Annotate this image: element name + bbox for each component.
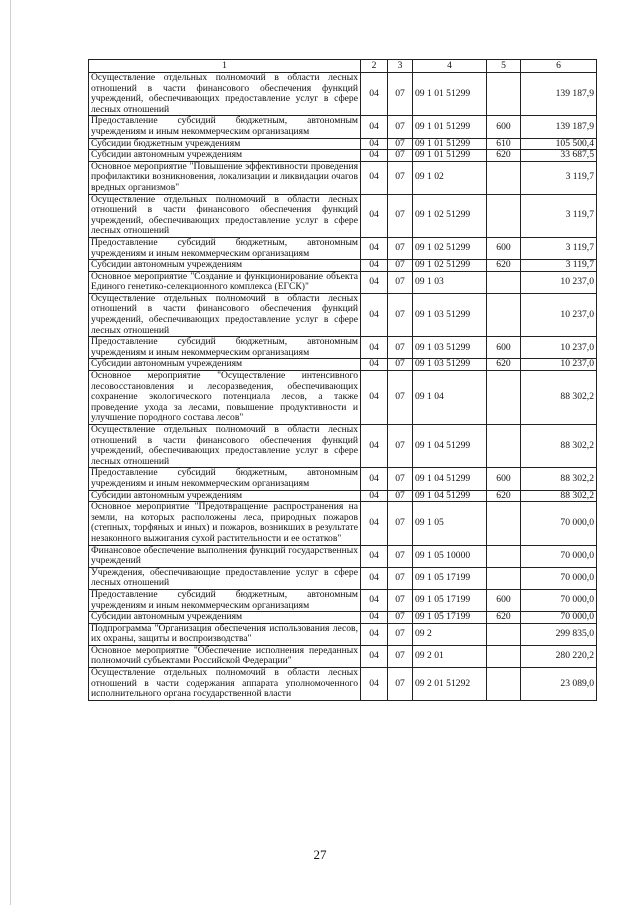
table-row [89, 138, 597, 150]
table-row [89, 260, 597, 272]
row-expense-type [487, 371, 521, 425]
row-amount: 88 302,2 [521, 468, 597, 490]
row-target-article: 09 1 01 51299 [413, 150, 487, 162]
row-amount: 23 089,0 [521, 668, 597, 701]
row-section: 04 [361, 260, 388, 272]
row-section: 04 [361, 502, 388, 545]
table-row [89, 161, 597, 194]
row-section: 04 [361, 490, 388, 502]
row-subsection: 07 [388, 371, 413, 425]
row-description: Осуществление отдельных полномочий в области лесных отношений в части финансового обеспечения функций учреждений, обеспечивающих предоставление услуг в сфере лесных отношений [89, 425, 361, 468]
row-section: 04 [361, 293, 388, 336]
row-expense-type [487, 668, 521, 701]
row-subsection: 07 [388, 545, 413, 567]
column-header-5: 5 [487, 60, 521, 73]
row-description: Основное мероприятие "Создание и функционирование объекта Единого генетико-селекционного комплекса (ЕГСК)" [89, 271, 361, 293]
row-description: Субсидии бюджетным учреждениям [89, 138, 361, 150]
row-amount: 33 687,5 [521, 150, 597, 162]
column-header-2: 2 [361, 60, 388, 73]
row-section: 04 [361, 668, 388, 701]
table-row [89, 116, 597, 138]
row-target-article: 09 1 02 [413, 161, 487, 194]
row-expense-type [487, 645, 521, 667]
table-row [89, 468, 597, 490]
row-expense-type: 600 [487, 237, 521, 259]
scan-edge-line [10, 0, 11, 905]
row-target-article: 09 1 01 51299 [413, 138, 487, 150]
row-description: Предоставление субсидий бюджетным, автономным учреждениям и иным некоммерческим организациям [89, 116, 361, 138]
row-subsection: 07 [388, 337, 413, 359]
row-description: Предоставление субсидий бюджетным, автономным учреждениям и иным некоммерческим организациям [89, 337, 361, 359]
row-target-article: 09 2 [413, 623, 487, 645]
row-subsection: 07 [388, 668, 413, 701]
row-subsection: 07 [388, 645, 413, 667]
row-description: Основное мероприятие "Повышение эффективности проведения профилактики возникновения, локализации и ликвидации очагов вредных организмов" [89, 161, 361, 194]
row-target-article: 09 1 01 51299 [413, 116, 487, 138]
row-amount: 70 000,0 [521, 502, 597, 545]
row-expense-type: 620 [487, 490, 521, 502]
table-header-row [89, 60, 597, 73]
row-amount: 3 119,7 [521, 260, 597, 272]
row-section: 04 [361, 589, 388, 611]
row-description: Предоставление субсидий бюджетным, автономным учреждениям и иным некоммерческим организациям [89, 468, 361, 490]
column-header-1: 1 [89, 60, 361, 73]
row-target-article: 09 1 04 51299 [413, 425, 487, 468]
row-amount: 10 237,0 [521, 359, 597, 371]
table-row [89, 359, 597, 371]
row-target-article: 09 1 02 51299 [413, 237, 487, 259]
page-number: 27 [313, 847, 327, 862]
row-description: Предоставление субсидий бюджетным, автономным учреждениям и иным некоммерческим организациям [89, 589, 361, 611]
row-amount: 88 302,2 [521, 425, 597, 468]
row-section: 04 [361, 359, 388, 371]
row-description: Основное мероприятие "Обеспечение исполнения переданных полномочий субъектами Российской Федерации" [89, 645, 361, 667]
row-amount: 70 000,0 [521, 567, 597, 589]
column-header-3: 3 [388, 60, 413, 73]
row-section: 04 [361, 425, 388, 468]
row-amount: 299 835,0 [521, 623, 597, 645]
row-target-article: 09 1 03 51299 [413, 359, 487, 371]
row-subsection: 07 [388, 194, 413, 237]
row-amount: 10 237,0 [521, 271, 597, 293]
table-row [89, 150, 597, 162]
row-section: 04 [361, 161, 388, 194]
row-subsection: 07 [388, 138, 413, 150]
row-expense-type [487, 271, 521, 293]
row-expense-type: 620 [487, 260, 521, 272]
row-target-article: 09 1 03 51299 [413, 293, 487, 336]
table-row [89, 668, 597, 701]
row-subsection: 07 [388, 502, 413, 545]
row-section: 04 [361, 73, 388, 116]
table-row [89, 612, 597, 624]
row-amount: 3 119,7 [521, 237, 597, 259]
row-amount: 88 302,2 [521, 371, 597, 425]
row-amount: 105 500,4 [521, 138, 597, 150]
row-amount: 88 302,2 [521, 490, 597, 502]
table-row [89, 337, 597, 359]
row-subsection: 07 [388, 116, 413, 138]
row-description: Осуществление отдельных полномочий в области лесных отношений в части финансового обеспечения функций учреждений, обеспечивающих предоставление услуг в сфере лесных отношений [89, 73, 361, 116]
row-amount: 70 000,0 [521, 545, 597, 567]
table-row [89, 623, 597, 645]
row-amount: 3 119,7 [521, 194, 597, 237]
row-section: 04 [361, 468, 388, 490]
row-expense-type [487, 73, 521, 116]
row-section: 04 [361, 194, 388, 237]
row-target-article: 09 2 01 51292 [413, 668, 487, 701]
row-expense-type: 600 [487, 337, 521, 359]
row-subsection: 07 [388, 293, 413, 336]
table-row [89, 645, 597, 667]
row-target-article: 09 1 04 51299 [413, 468, 487, 490]
row-subsection: 07 [388, 468, 413, 490]
row-section: 04 [361, 545, 388, 567]
row-subsection: 07 [388, 73, 413, 116]
table-row [89, 194, 597, 237]
row-subsection: 07 [388, 237, 413, 259]
budget-table [88, 59, 597, 701]
row-subsection: 07 [388, 161, 413, 194]
row-description: Финансовое обеспечение выполнения функций государственных учреждений [89, 545, 361, 567]
table-row [89, 567, 597, 589]
row-description: Осуществление отдельных полномочий в области лесных отношений в части содержания аппарата уполномоченного исполнительного органа государственной власти [89, 668, 361, 701]
row-amount: 70 000,0 [521, 589, 597, 611]
row-target-article: 09 1 02 51299 [413, 194, 487, 237]
row-target-article: 09 1 05 [413, 502, 487, 545]
row-subsection: 07 [388, 271, 413, 293]
row-description: Субсидии автономным учреждениям [89, 490, 361, 502]
row-section: 04 [361, 371, 388, 425]
row-section: 04 [361, 623, 388, 645]
row-description: Учреждения, обеспечивающие предоставление услуг в сфере лесных отношений [89, 567, 361, 589]
row-expense-type: 600 [487, 468, 521, 490]
row-target-article: 09 1 01 51299 [413, 73, 487, 116]
row-expense-type [487, 194, 521, 237]
column-header-4: 4 [413, 60, 487, 73]
row-target-article: 09 1 04 [413, 371, 487, 425]
row-section: 04 [361, 116, 388, 138]
row-amount: 10 237,0 [521, 337, 597, 359]
row-expense-type [487, 425, 521, 468]
row-section: 04 [361, 612, 388, 624]
row-subsection: 07 [388, 589, 413, 611]
row-description: Осуществление отдельных полномочий в области лесных отношений в части финансового обеспечения функций учреждений, обеспечивающих предоставление услуг в сфере лесных отношений [89, 293, 361, 336]
row-expense-type [487, 293, 521, 336]
row-amount: 280 220,2 [521, 645, 597, 667]
row-expense-type [487, 545, 521, 567]
row-expense-type: 610 [487, 138, 521, 150]
row-target-article: 09 1 03 [413, 271, 487, 293]
row-target-article: 09 1 02 51299 [413, 260, 487, 272]
row-amount: 139 187,9 [521, 116, 597, 138]
table-row [89, 237, 597, 259]
table-body [89, 73, 597, 701]
row-expense-type [487, 623, 521, 645]
row-target-article: 09 1 04 51299 [413, 490, 487, 502]
row-section: 04 [361, 150, 388, 162]
table-row [89, 490, 597, 502]
table-row [89, 73, 597, 116]
row-expense-type [487, 567, 521, 589]
row-subsection: 07 [388, 150, 413, 162]
row-description: Субсидии автономным учреждениям [89, 612, 361, 624]
table-row [89, 271, 597, 293]
row-target-article: 09 1 05 17199 [413, 589, 487, 611]
table-row [89, 371, 597, 425]
row-subsection: 07 [388, 567, 413, 589]
table-row [89, 545, 597, 567]
row-expense-type: 600 [487, 589, 521, 611]
row-expense-type: 600 [487, 116, 521, 138]
row-description: Подпрограмма "Организация обеспечения использования лесов, их охраны, защиты и воспроизводства" [89, 623, 361, 645]
row-amount: 10 237,0 [521, 293, 597, 336]
row-section: 04 [361, 138, 388, 150]
row-target-article: 09 1 05 10000 [413, 545, 487, 567]
row-subsection: 07 [388, 623, 413, 645]
row-section: 04 [361, 237, 388, 259]
row-target-article: 09 1 05 17199 [413, 612, 487, 624]
row-expense-type: 620 [487, 150, 521, 162]
row-section: 04 [361, 271, 388, 293]
row-amount: 70 000,0 [521, 612, 597, 624]
row-target-article: 09 2 01 [413, 645, 487, 667]
row-expense-type [487, 502, 521, 545]
table-row [89, 425, 597, 468]
row-description: Основное мероприятие "Осуществление интенсивного лесовосстановления и лесоразведения, обеспечивающих сохранение экологического потенциала лесов, а также проведение ухода за лесами, повышение продуктивности и улучшение породного состава лесов" [89, 371, 361, 425]
table-row [89, 293, 597, 336]
row-description: Субсидии автономным учреждениям [89, 150, 361, 162]
row-target-article: 09 1 03 51299 [413, 337, 487, 359]
row-section: 04 [361, 645, 388, 667]
row-description: Субсидии автономным учреждениям [89, 359, 361, 371]
row-expense-type: 620 [487, 612, 521, 624]
row-expense-type: 620 [487, 359, 521, 371]
row-amount: 139 187,9 [521, 73, 597, 116]
row-description: Осуществление отдельных полномочий в области лесных отношений в части финансового обеспечения функций учреждений, обеспечивающих предоставление услуг в сфере лесных отношений [89, 194, 361, 237]
row-subsection: 07 [388, 425, 413, 468]
column-header-6: 6 [521, 60, 597, 73]
row-subsection: 07 [388, 612, 413, 624]
row-subsection: 07 [388, 359, 413, 371]
row-section: 04 [361, 337, 388, 359]
row-expense-type [487, 161, 521, 194]
row-subsection: 07 [388, 260, 413, 272]
row-target-article: 09 1 05 17199 [413, 567, 487, 589]
row-description: Субсидии автономным учреждениям [89, 260, 361, 272]
table-row [89, 589, 597, 611]
row-subsection: 07 [388, 490, 413, 502]
row-section: 04 [361, 567, 388, 589]
row-amount: 3 119,7 [521, 161, 597, 194]
table-row [89, 502, 597, 545]
row-description: Предоставление субсидий бюджетным, автономным учреждениям и иным некоммерческим организациям [89, 237, 361, 259]
row-description: Основное мероприятие "Предотвращение распространения на земли, на которых расположены леса, природных пожаров (степных, торфяных и иных) и пожаров, возникших в результате незаконного выжигания сухой растительности и ее остатков" [89, 502, 361, 545]
